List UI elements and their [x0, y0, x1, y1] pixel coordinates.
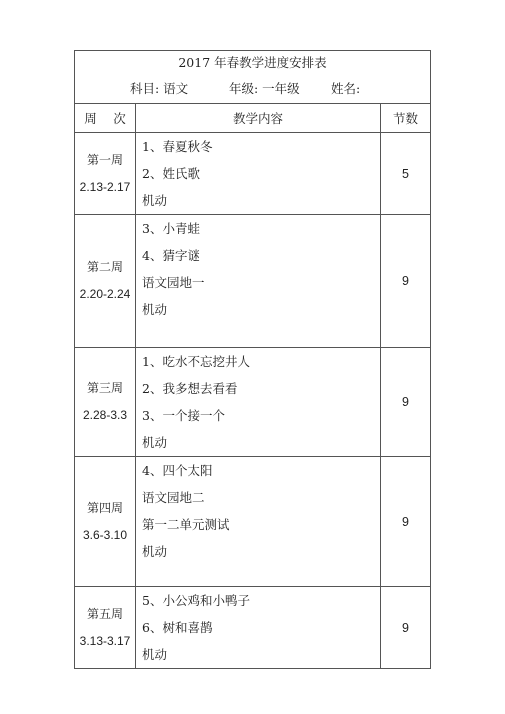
content-cell [136, 133, 381, 215]
week-name: 第一周 [86, 152, 123, 167]
document-title: 2017 年春教学进度安排表 [178, 55, 327, 70]
table-row [75, 457, 431, 587]
lesson-line: 2、姓氏歌 [142, 166, 200, 181]
lesson-line: 机动 [142, 302, 168, 317]
lesson-line: 语文园地一 [142, 275, 205, 290]
content-cell [136, 457, 381, 587]
lesson-line: 机动 [142, 193, 168, 208]
lesson-count: 9 [381, 457, 431, 587]
title-cell [75, 51, 431, 104]
lesson-line: 机动 [142, 647, 168, 662]
week-dates: 3.6-3.10 [82, 527, 128, 542]
content-cell [136, 348, 381, 457]
week-cell [75, 457, 136, 587]
lesson-line: 4、猜字谜 [142, 248, 200, 263]
week-cell [75, 215, 136, 348]
lesson-line: 机动 [142, 544, 168, 559]
subject-label: 科目: 语文 [130, 81, 189, 96]
lesson-line: 语文园地二 [142, 490, 205, 505]
lesson-line: 2、我多想去看看 [142, 381, 238, 396]
column-header-count: 节数 [381, 104, 431, 133]
week-cell [75, 587, 136, 669]
lesson-line: 第一二单元测试 [142, 517, 230, 532]
lesson-line: 3、小青蛙 [142, 221, 200, 236]
content-cell [136, 215, 381, 348]
table-row [75, 587, 431, 669]
table-row [75, 348, 431, 457]
lesson-line: 1、春夏秋冬 [142, 139, 213, 154]
title-row [75, 51, 431, 104]
name-label: 姓名: [331, 81, 361, 96]
column-header-content: 教学内容 [136, 104, 381, 133]
week-name: 第五周 [86, 606, 123, 621]
week-cell [75, 348, 136, 457]
lesson-line: 5、小公鸡和小鸭子 [142, 593, 250, 608]
table-row [75, 215, 431, 348]
lesson-line: 4、四个太阳 [142, 463, 213, 478]
lesson-count: 9 [381, 587, 431, 669]
week-dates: 2.28-3.3 [82, 408, 128, 422]
schedule-table [74, 50, 431, 669]
week-name: 第四周 [86, 500, 123, 515]
column-header-week: 周 次 [75, 104, 136, 133]
content-cell [136, 587, 381, 669]
lesson-line: 3、一个接一个 [142, 408, 225, 423]
week-dates: 2.13-2.17 [79, 179, 131, 194]
lesson-line: 6、树和喜鹊 [142, 620, 213, 635]
week-name: 第三周 [86, 381, 123, 395]
week-cell [75, 133, 136, 215]
lesson-count: 5 [381, 133, 431, 215]
week-dates: 3.13-3.17 [79, 633, 131, 648]
lesson-count: 9 [381, 348, 431, 457]
grade-label: 年级: 一年级 [229, 81, 300, 96]
week-name: 第二周 [86, 260, 123, 274]
column-header-row [75, 104, 431, 133]
lesson-count: 9 [381, 215, 431, 348]
lesson-line: 机动 [142, 435, 168, 450]
week-dates: 2.20-2.24 [79, 287, 131, 301]
lesson-line: 1、吃水不忘挖井人 [142, 354, 250, 369]
table-row [75, 133, 431, 215]
